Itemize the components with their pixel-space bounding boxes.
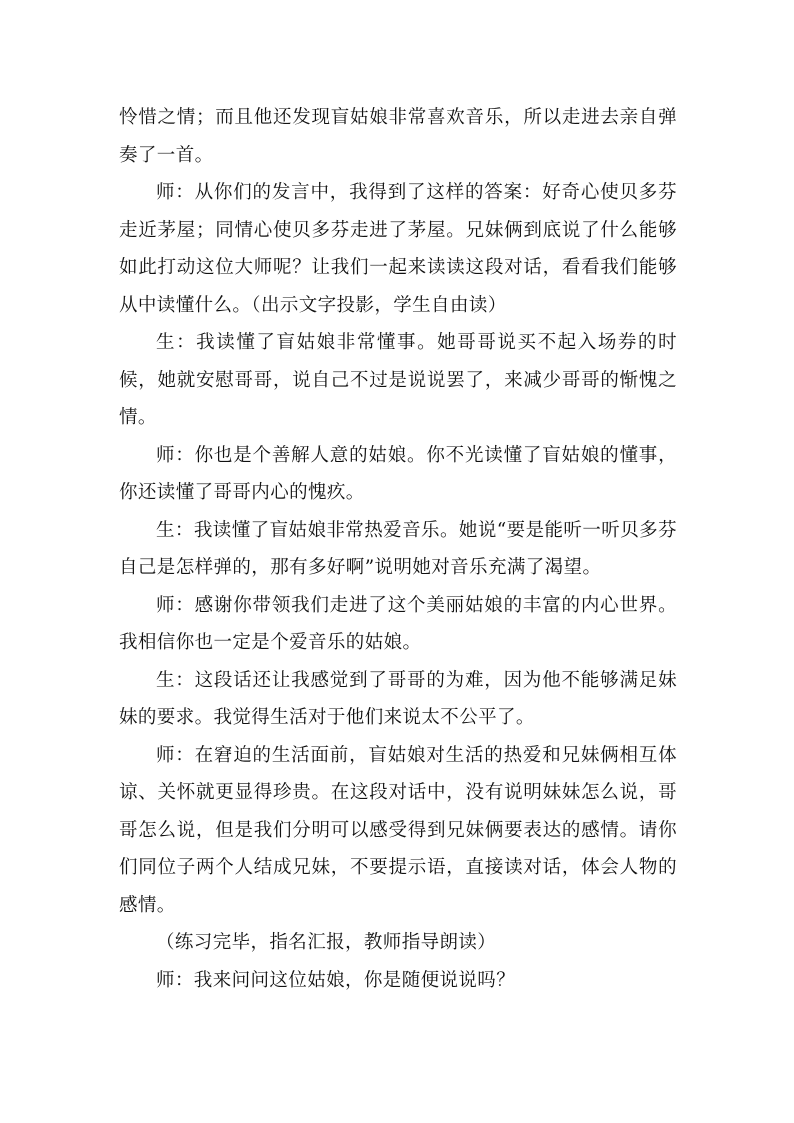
paragraph-teacher-5: 师：我来问问这位姑娘，你是随便说说吗？ (156, 969, 516, 991)
paragraph-teacher-1: 师：从你们的发言中，我得到了这样的答案：好奇心使贝多芬走近茅屋；同情心使贝多芬走进了茅屋。兄妹俩到底说了什么能够如此打动这位大师呢？让我们一起来读读这段对话，看看我们能够从中读懂什么。（出示文字投影，学生自由读） (119, 182, 677, 316)
paragraph-teacher-4: 师：在窘迫的生活面前，盲姑娘对生活的热爱和兄妹俩相互体谅、关怀就更显得珍贵。在这段对话中，没有说明妹妹怎么说，哥哥怎么说，但是我们分明可以感受得到兄妹俩要表达的感情。请你们同位子两个人结成兄妹，不要提示语，直接读对话，体会人物的感情。 (119, 744, 677, 916)
paragraph-student-2: 生：我读懂了盲姑娘非常热爱音乐。她说“要是能听一听贝多芬自己是怎样弹的，那有多好啊”说明她对音乐充满了渴望。 (119, 519, 677, 578)
paragraph-student-3: 生：这段话还让我感觉到了哥哥的为难，因为他不能够满足妹妹的要求。我觉得生活对于他们来说太不公平了。 (119, 669, 677, 728)
document-body (119, 99, 677, 999)
paragraph-teacher-3: 师：感谢你带领我们走进了这个美丽姑娘的丰富的内心世界。我相信你也一定是个爱音乐的姑娘。 (119, 594, 677, 653)
paragraph-stage-direction: （练习完毕，指名汇报，教师指导朗读） (156, 932, 497, 953)
paragraph-teacher-2: 师：你也是个善解人意的姑娘。你不光读懂了盲姑娘的懂事，你还读懂了哥哥内心的愧疚。 (119, 444, 677, 503)
paragraph-continuation: 怜惜之情；而且他还发现盲姑娘非常喜欢音乐，所以走进去亲自弹奏了一首。 (119, 107, 677, 166)
paragraph-student-1: 生：我读懂了盲姑娘非常懂事。她哥哥说买不起入场券的时候，她就安慰哥哥，说自己不过是说说罢了，来减少哥哥的惭愧之情。 (119, 332, 677, 428)
